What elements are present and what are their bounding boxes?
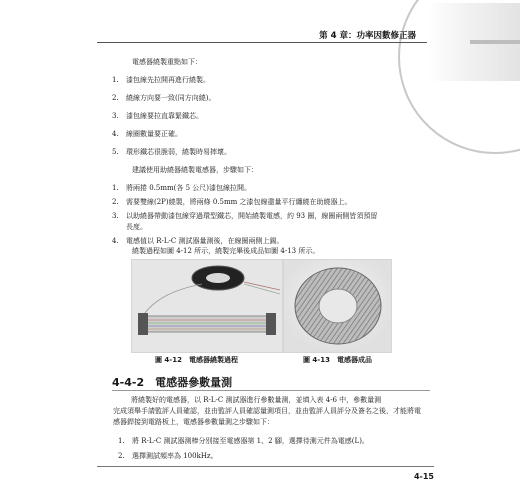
point-text: 漆包線先拉開再進行繞製。 <box>126 76 210 84</box>
point-number: 3. <box>112 112 119 120</box>
figure-reference-text: 繞製過程如圖 4-12 所示，繞製完畢後成品如圖 4-13 所示。 <box>132 247 320 255</box>
step-number: 1. <box>118 437 125 445</box>
step-number: 2. <box>112 198 119 206</box>
point-number: 1. <box>112 76 119 84</box>
intro-text: 電感器繞製重點如下： <box>132 58 202 66</box>
point-item <box>112 129 182 139</box>
step-text: 以助繞器帶動漆包線穿過環型鐵芯，開始繞製電感，約 93 圈，線圈兩側皆須預留 <box>126 212 378 220</box>
point-number: 2. <box>112 94 119 102</box>
page-number: 4-15 <box>413 472 434 481</box>
point-text: 環形鐵芯很脆弱，繞製時易摔壞。 <box>126 148 231 156</box>
point-text: 漆包線要拉直靠緊鐵芯。 <box>126 112 203 120</box>
figure-caption: 圖 4-13 電感器成品 <box>303 356 372 364</box>
winding-process-photo <box>131 259 283 353</box>
figure-caption: 圖 4-12 電感器繞製過程 <box>155 356 238 364</box>
finished-inductor-photo <box>283 259 392 353</box>
step-item <box>112 183 251 193</box>
body-line: 將繞製好的電感器，以 R-L-C 測試器進行參數量測，並填入表 4-6 中，參數量測 <box>131 396 382 404</box>
winding-process-illustration <box>132 260 282 352</box>
step-number: 1. <box>112 184 119 192</box>
point-number: 5. <box>112 148 119 156</box>
step-item <box>112 197 351 207</box>
step-number: 3. <box>112 212 119 220</box>
point-item <box>112 93 215 103</box>
finished-inductor-illustration <box>284 260 391 352</box>
step-item <box>112 236 283 246</box>
step-text: 將 R-L-C 測試器測棒分別接至電感器第 1、2 腳，選擇待測元件為電感(L)。 <box>132 437 369 445</box>
point-number: 4. <box>112 130 119 138</box>
step-text: 選擇測試頻率為 100kHz。 <box>132 452 218 460</box>
step-number: 4. <box>112 237 119 245</box>
step-text: 長度。 <box>126 223 147 231</box>
section-heading: 4-4-2 電感器參數量測 <box>112 376 233 389</box>
point-item <box>112 147 231 157</box>
step-text: 將兩捲 0.5mm(各 5 公尺)漆包線拉開。 <box>126 184 251 192</box>
step-item-continued <box>112 222 147 232</box>
step-item <box>118 451 218 461</box>
step-number: 2. <box>118 452 125 460</box>
chapter-tab-curve <box>398 0 520 154</box>
step-text: 電感值以 R-L-C 測試器量測後，在線圈兩側上錫。 <box>126 237 284 245</box>
body-line: 完成須舉手請監評人員確認，並由監評人員確認量測項目，並由監評人員評分及簽名之後，才能將電 <box>113 407 421 415</box>
point-text: 繞線方向要一致(同方向繞)。 <box>126 94 216 102</box>
chapter-tab-notch <box>470 40 520 44</box>
chapter-title: 第 4 章：功率因數修正器 <box>319 31 416 41</box>
header-rule <box>97 42 427 43</box>
step-item <box>118 436 369 446</box>
step-item <box>112 211 377 221</box>
point-item <box>112 111 203 121</box>
body-line: 感器銲接到電路板上，電感器參數量測之步驟如下： <box>113 418 274 426</box>
steps-intro: 建議使用助繞器繞製電感器，步驟如下： <box>132 166 258 174</box>
point-text: 線圈數量要正確。 <box>126 130 182 138</box>
footer-rule <box>97 466 434 467</box>
point-item <box>112 75 210 85</box>
step-text: 需要雙線(2P)繞製，將兩條 0.5mm 之漆包線盡量平行纏繞在助繞器上。 <box>126 198 352 206</box>
section-rule <box>112 390 430 391</box>
